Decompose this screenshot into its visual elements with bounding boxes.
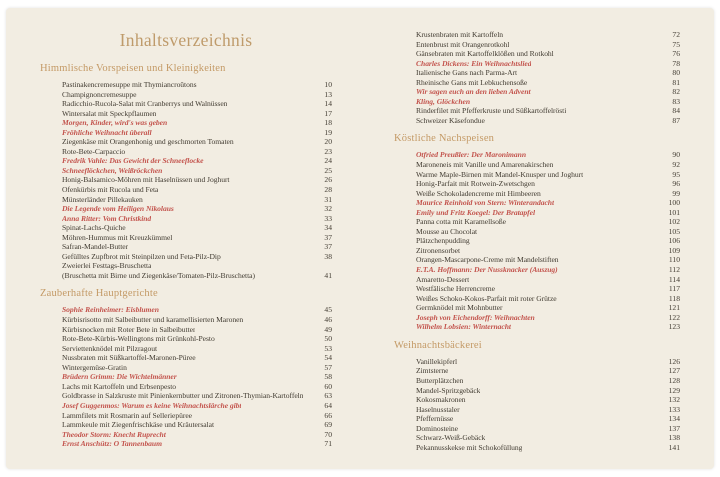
- entry-page-number: 17: [324, 108, 332, 118]
- entry-label: (Bruschetta mit Birne und Ziegenkäse/Tomaten-Pilz-Bruschetta): [62, 270, 255, 280]
- toc-entry: [394, 87, 680, 97]
- toc-entry: [394, 236, 680, 246]
- entry-label: Schweizer Käsefondue: [416, 115, 485, 125]
- entry-page-number: 81: [672, 77, 680, 87]
- entry-page-number: 28: [324, 185, 332, 195]
- entry-label: Butterplätzchen: [416, 375, 464, 385]
- toc-entry: [40, 118, 332, 128]
- entry-page-number: 123: [668, 322, 680, 332]
- entry-label: Maroneneis mit Vanille und Amarenakirschen: [416, 160, 554, 170]
- entry-page-number: 141: [668, 442, 680, 452]
- toc-entry: [394, 443, 680, 453]
- entry-label: Westfälische Herrencreme: [416, 284, 495, 294]
- entry-label: Kokosmakronen: [416, 395, 466, 405]
- toc-entry: [40, 420, 332, 430]
- toc-entry: [40, 344, 332, 354]
- entry-label: Joseph von Eichendorff: Weihnachten: [416, 312, 535, 322]
- entry-label: Weißes Schoko-Kokos-Parfait mit roter Grütze: [416, 293, 557, 303]
- toc-entry: [40, 147, 332, 157]
- toc-entry: [40, 156, 332, 166]
- toc-entry: [394, 198, 680, 208]
- toc-entry: [394, 386, 680, 396]
- toc-entry: [394, 150, 680, 160]
- entry-label: Gänsebraten mit Kartoffelklößen und Rotkohl: [416, 49, 554, 59]
- entry-label: Pastinakencremesuppe mit Thymiancroûtons: [62, 80, 197, 89]
- entry-page-number: 82: [672, 87, 680, 97]
- entry-page-number: 87: [672, 115, 680, 125]
- entry-label: Charles Dickens: Ein Weihnachtslied: [416, 58, 532, 68]
- entry-page-number: 71: [324, 439, 332, 449]
- entry-page-number: 25: [324, 165, 332, 175]
- toc-entry: [394, 255, 680, 265]
- entry-page-number: 37: [324, 242, 332, 252]
- entry-page-number: 132: [668, 395, 680, 405]
- entry-page-number: 83: [672, 96, 680, 106]
- entry-page-number: 69: [324, 420, 332, 430]
- toc-entry: [394, 59, 680, 69]
- toc-entry: [394, 275, 680, 285]
- entry-page-number: 38: [324, 251, 332, 261]
- entry-label: Schneeflöckchen, Weißröckchen: [62, 165, 163, 175]
- toc-entry: [394, 294, 680, 304]
- entry-page-number: 63: [324, 391, 332, 401]
- toc-entry: [40, 137, 332, 147]
- entry-page-number: 92: [672, 160, 680, 170]
- entry-page-number: 129: [668, 385, 680, 395]
- entry-label: Gefülltes Zupfbrot mit Steinpilzen und Feta-Pilz-Dip: [62, 251, 221, 261]
- toc-entry: [394, 106, 680, 116]
- toc-entry: [40, 214, 332, 224]
- entry-page-number: 13: [324, 89, 332, 99]
- entry-page-number: 134: [668, 414, 680, 424]
- toc-entry: [40, 261, 332, 271]
- toc-entry: [394, 78, 680, 88]
- entry-page-number: 76: [672, 49, 680, 59]
- entry-label: Serviettenknödel mit Pilzragout: [62, 343, 158, 353]
- toc-section: [40, 62, 332, 280]
- entry-page-number: 23: [324, 146, 332, 156]
- entry-label: Zweierlei Festtags-Bruschetta: [62, 261, 152, 271]
- toc-entry: [394, 68, 680, 78]
- entry-page-number: 109: [668, 245, 680, 255]
- entry-page-number: 34: [324, 223, 332, 233]
- entry-label: Anna Ritter: Vom Christkind: [62, 213, 152, 223]
- entry-label: Rote-Bete-Carpaccio: [62, 146, 126, 156]
- entry-label: Lammfilets mit Rosmarin auf Selleriepüree: [62, 410, 192, 420]
- entry-page-number: 37: [324, 232, 332, 242]
- entry-page-number: 41: [324, 270, 332, 280]
- toc-entry: [394, 357, 680, 367]
- section-heading: Zauberhafte Hauptgerichte: [40, 288, 158, 300]
- toc-entry: [394, 227, 680, 237]
- toc-entry: [394, 97, 680, 107]
- entry-page-number: 90: [672, 150, 680, 160]
- entry-label: Italienische Gans nach Parma-Art: [416, 68, 518, 78]
- toc-entry: [394, 424, 680, 434]
- entry-label: Zimtsterne: [416, 366, 449, 376]
- entry-label: Entenbrust mit Orangenrotkohl: [416, 39, 510, 49]
- entry-label: Haselnusstaler: [416, 404, 460, 414]
- entry-page-number: 14: [324, 99, 332, 109]
- toc-entry: [394, 322, 680, 332]
- entry-label: Emily und Fritz Koegel: Der Bratapfel: [416, 207, 536, 217]
- toc-section: [394, 30, 680, 125]
- toc-entry: [40, 430, 332, 440]
- toc-entry: [394, 405, 680, 415]
- toc-column-right: [394, 30, 680, 452]
- toc-entry: [40, 439, 332, 449]
- toc-entry: [40, 90, 332, 100]
- toc-entry: [394, 376, 680, 386]
- entry-page-number: 127: [668, 366, 680, 376]
- entry-page-number: 70: [324, 429, 332, 439]
- entry-page-number: 20: [324, 137, 332, 147]
- toc-entry: [40, 315, 332, 325]
- entry-label: Rinderfilet mit Pfefferkruste und Süßkartoffelrösti: [416, 106, 567, 116]
- entry-label: Ernst Anschütz: O Tannenbaum: [62, 439, 162, 449]
- entry-label: Sophie Reinheimer: Eisblumen: [62, 305, 159, 315]
- entry-label: Josef Guggenmos: Warum es keine Weihnachtslärche gibt: [62, 400, 242, 410]
- entry-page-number: 46: [324, 315, 332, 325]
- entry-page-number: 54: [324, 353, 332, 363]
- entry-label: Lachs mit Kartoffeln und Erbsenpesto: [62, 381, 177, 391]
- section-heading: Weihnachtsbäckerei: [394, 339, 482, 351]
- entry-page-number: 100: [668, 198, 680, 208]
- entry-label: Brüdern Grimm: Die Wichtelmänner: [62, 372, 177, 382]
- entry-label: Kling, Glöckchen: [416, 96, 471, 106]
- entry-page-number: 112: [668, 265, 680, 275]
- toc-entry: [40, 305, 332, 315]
- entry-label: Die Legende vom Heiligen Nikolaus: [62, 204, 174, 214]
- toc-entry: [40, 185, 332, 195]
- entry-label: Wintersalat mit Speckpflaumen: [62, 108, 157, 118]
- toc-entry: [40, 223, 332, 233]
- toc-entry: [394, 284, 680, 294]
- entry-page-number: 10: [324, 80, 332, 89]
- toc-entry: [40, 128, 332, 138]
- entry-page-number: 137: [668, 423, 680, 433]
- section-heading: Köstliche Nachspeisen: [394, 133, 495, 145]
- toc-entry: [394, 433, 680, 443]
- toc-entry: [40, 175, 332, 185]
- entry-page-number: 114: [668, 274, 680, 284]
- entry-label: Kürbisrisotto mit Salbeibutter und karamellisierten Maronen: [62, 315, 244, 325]
- toc-entry: [394, 208, 680, 218]
- toc-entry: [40, 80, 332, 90]
- entry-label: Amaretto-Dessert: [416, 274, 470, 284]
- entry-label: Otfried Preußler: Der Maronimann: [416, 150, 526, 160]
- entry-label: Maurice Reinhold von Stern: Winterandacht: [416, 198, 555, 208]
- toc-entry: [40, 99, 332, 109]
- entry-page-number: 80: [672, 68, 680, 78]
- entry-page-number: 102: [668, 217, 680, 227]
- entry-label: Vanillekipferl: [416, 356, 458, 366]
- toc-entry: [394, 40, 680, 50]
- toc-entry: [394, 246, 680, 256]
- entry-page-number: 66: [324, 410, 332, 420]
- entry-label: Orangen-Mascarpone-Creme mit Mandelstiften: [416, 255, 559, 265]
- toc-entry: [394, 30, 680, 40]
- toc-entry: [40, 109, 332, 119]
- toc-entry: [394, 160, 680, 170]
- entry-label: Kürbisnocken mit Roter Bete in Salbeibutter: [62, 324, 196, 334]
- entry-label: Krustenbraten mit Kartoffeln: [416, 30, 504, 39]
- toc-entry: [40, 204, 332, 214]
- section-heading: Himmlische Vorspeisen und Kleinigkeiten: [40, 63, 226, 74]
- toc-entry: [394, 366, 680, 376]
- entry-label: Pfeffernüsse: [416, 414, 454, 424]
- toc-entry: [40, 382, 332, 392]
- entry-label: Schwarz-Weiß-Gebäck: [416, 433, 486, 443]
- entry-page-number: 45: [324, 305, 332, 315]
- entry-label: Germknödel mit Mohnbutter: [416, 303, 503, 313]
- entry-label: Goldbrasse in Salzkruste mit Pinienkernbutter und Zitronen-Thymian-Kartoffeln: [62, 391, 304, 401]
- toc-entry: [40, 252, 332, 262]
- entry-label: Ofenkürbis mit Rucola und Feta: [62, 185, 159, 195]
- entry-label: Safran-Mandel-Butter: [62, 242, 129, 252]
- entry-page-number: 122: [668, 312, 680, 322]
- entry-page-number: 99: [672, 188, 680, 198]
- entry-page-number: 31: [324, 194, 332, 204]
- toc-entry: [40, 166, 332, 176]
- entry-label: Fröhliche Weihnacht überall: [62, 127, 152, 137]
- toc-entry: [40, 411, 332, 421]
- entry-label: Warme Maple-Birnen mit Mandel-Knusper und Joghurt: [416, 169, 584, 179]
- toc-entry: [40, 363, 332, 373]
- toc-entry: [40, 391, 332, 401]
- entry-page-number: 75: [672, 39, 680, 49]
- toc-entry: [40, 233, 332, 243]
- entry-label: Rheinische Gans mit Lebkuchensoße: [416, 77, 528, 87]
- entry-label: Rote-Bete-Kürbis-Wellingtons mit Grünkohl-Pesto: [62, 334, 215, 344]
- toc-entry: [40, 271, 332, 281]
- toc-entry: [394, 395, 680, 405]
- entry-page-number: 84: [672, 106, 680, 116]
- entry-label: Honig-Balsamico-Möhren mit Haselnüssen und Joghurt: [62, 175, 230, 185]
- entry-label: Ziegenkäse mit Orangenhonig und geschmorten Tomaten: [62, 137, 234, 147]
- entry-label: Champignoncremesuppe: [62, 89, 137, 99]
- toc-entry: [394, 313, 680, 323]
- entry-page-number: 19: [324, 127, 332, 137]
- entry-page-number: 128: [668, 375, 680, 385]
- toc-entry: [40, 325, 332, 335]
- toc-entry: [40, 195, 332, 205]
- toc-entry: [394, 49, 680, 59]
- entry-label: Spinat-Lachs-Quiche: [62, 223, 126, 233]
- entry-label: Wilhelm Lobsien: Winternacht: [416, 322, 511, 332]
- entry-page-number: 96: [672, 179, 680, 189]
- entry-page-number: 33: [324, 213, 332, 223]
- entry-label: Mousse au Chocolat: [416, 226, 478, 236]
- entry-label: Wir sagen euch an den lieben Advent: [416, 87, 531, 97]
- toc-entry: [40, 334, 332, 344]
- entry-page-number: 117: [668, 284, 680, 294]
- entry-label: Morgen, Kinder, wird's was geben: [62, 118, 168, 128]
- toc-section: [394, 132, 680, 331]
- entry-label: Plätzchenpudding: [416, 236, 470, 246]
- toc-entry: [40, 372, 332, 382]
- entry-label: Honig-Parfait mit Rotwein-Zwetschgen: [416, 179, 535, 189]
- toc-section: [40, 287, 332, 448]
- toc-entry: [394, 303, 680, 313]
- entry-page-number: 126: [668, 356, 680, 366]
- entry-label: Zitronensorbet: [416, 245, 461, 255]
- entry-label: Wintergemüse-Gratin: [62, 362, 127, 372]
- entry-page-number: 60: [324, 381, 332, 391]
- entry-page-number: 133: [668, 404, 680, 414]
- toc-column-left: [40, 62, 332, 449]
- entry-label: Panna cotta mit Karamellsoße: [416, 217, 506, 227]
- page-title: Inhaltsverzeichnis: [119, 30, 253, 50]
- entry-page-number: 53: [324, 343, 332, 353]
- toc-entry: [40, 242, 332, 252]
- entry-page-number: 110: [668, 255, 680, 265]
- entry-page-number: 49: [324, 324, 332, 334]
- entry-page-number: 64: [324, 400, 332, 410]
- entry-label: Mandel-Spritzgebäck: [416, 385, 481, 395]
- toc-section: [394, 339, 680, 452]
- toc-entry: [40, 353, 332, 363]
- entry-page-number: 50: [324, 334, 332, 344]
- entry-page-number: 78: [672, 58, 680, 68]
- entry-page-number: 57: [324, 362, 332, 372]
- entry-page-number: 106: [668, 236, 680, 246]
- entry-label: Lammkeule mit Ziegenfrischkäse und Kräutersalat: [62, 420, 214, 430]
- entry-page-number: 138: [668, 433, 680, 443]
- entry-page-number: 26: [324, 175, 332, 185]
- entry-page-number: 95: [672, 169, 680, 179]
- toc-entry: [394, 116, 680, 126]
- toc-entry: [394, 179, 680, 189]
- toc-entry: [394, 170, 680, 180]
- entry-label: Möhren-Hummus mit Kreuzkümmel: [62, 232, 173, 242]
- entry-label: Radicchio-Rucola-Salat mit Cranberrys und Walnüssen: [62, 99, 228, 109]
- toc-entry: [40, 401, 332, 411]
- entry-page-number: 118: [668, 293, 680, 303]
- entry-page-number: 101: [668, 207, 680, 217]
- entry-page-number: 105: [668, 226, 680, 236]
- toc-entry: [394, 414, 680, 424]
- entry-page-number: 32: [324, 204, 332, 214]
- entry-label: Theodor Storm: Knecht Ruprecht: [62, 429, 166, 439]
- entry-label: Münsterländer Pillekauken: [62, 194, 143, 204]
- entry-label: Dominosteine: [416, 423, 459, 433]
- entry-page-number: 58: [324, 372, 332, 382]
- entry-label: Weiße Schokoladencreme mit Himbeeren: [416, 188, 541, 198]
- toc-entry: [394, 217, 680, 227]
- entry-label: E.T.A. Hoffmann: Der Nussknacker (Auszug): [416, 265, 558, 275]
- entry-page-number: 24: [324, 156, 332, 166]
- entry-page-number: 72: [672, 30, 680, 39]
- toc-entry: [394, 265, 680, 275]
- toc-entry: [394, 189, 680, 199]
- entry-label: Fredrik Vahle: Das Gewicht der Schneeflocke: [62, 156, 204, 166]
- entry-page-number: 18: [324, 118, 332, 128]
- entry-label: Pekannusskekse mit Schokofüllung: [416, 442, 523, 452]
- entry-label: Nussbraten mit Süßkartoffel-Maronen-Püree: [62, 353, 196, 363]
- entry-page-number: 121: [668, 303, 680, 313]
